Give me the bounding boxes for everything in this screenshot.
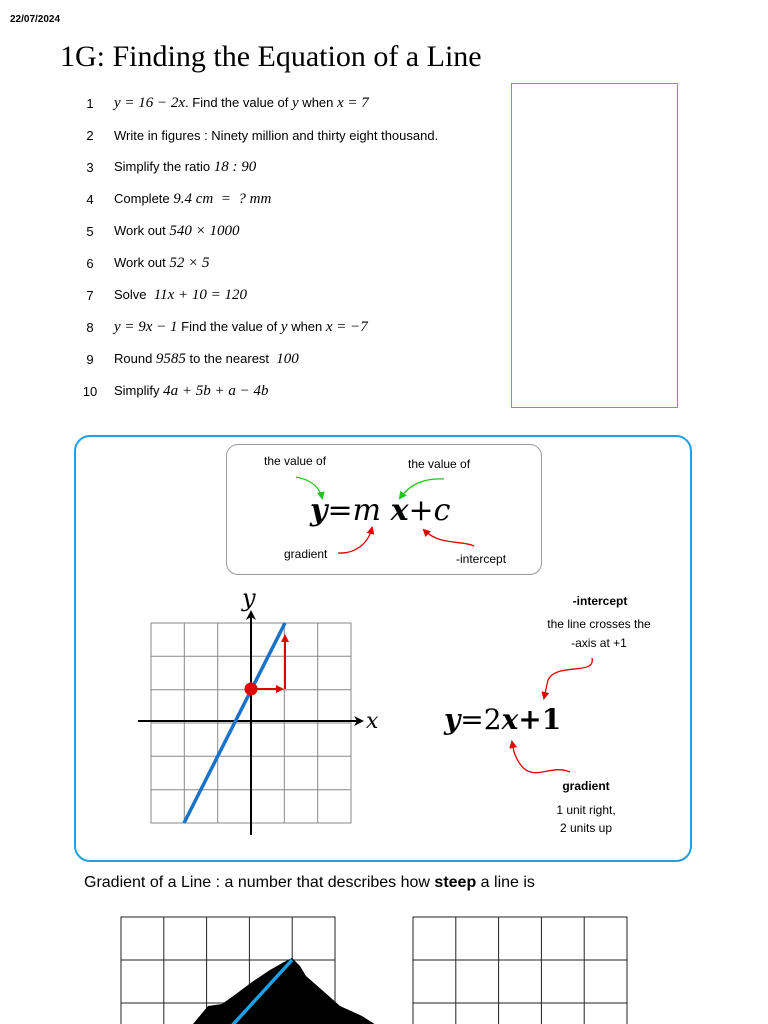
question-number: 9: [86, 351, 94, 367]
question-number: 5: [86, 223, 94, 239]
arrow-value-of-y: [296, 477, 322, 498]
arrow-value-of-x: [400, 479, 444, 498]
page-title: 1G: Finding the Equation of a Line: [60, 40, 482, 73]
math-expression: x = −7: [325, 318, 368, 335]
question-phrase: Find the value of: [177, 318, 281, 334]
intercept-title: -intercept: [572, 594, 628, 608]
ex-one: 1: [541, 703, 562, 736]
ex-equals: =: [460, 703, 484, 736]
ex-x: x: [501, 703, 519, 736]
question-phrase: Work out: [114, 222, 170, 238]
question-number: 2: [86, 127, 94, 143]
math-expression: 100: [276, 350, 299, 367]
eq-m: m: [352, 493, 382, 528]
math-expression: 9.4 cm = ? mm: [173, 190, 272, 207]
math-expression: y = 9x − 1: [114, 318, 178, 335]
question-phrase: Write in figures : Ninety million and thirty eight thousand.: [114, 127, 439, 143]
question-phrase: Simplify: [114, 382, 164, 398]
math-expression: y: [280, 318, 288, 335]
question-phrase: Simplify the ratio: [114, 158, 214, 174]
x-axis-label: x: [366, 709, 379, 734]
eq-x: x: [390, 493, 409, 528]
math-expression: 18 : 90: [213, 158, 257, 175]
math-expression: 9585: [155, 350, 186, 367]
intercept-desc-2: -axis at +1: [571, 636, 627, 650]
eq-c: c: [433, 493, 451, 528]
arrow-intercept: [424, 530, 474, 546]
question-number: 6: [86, 255, 94, 271]
question-phrase: Round: [114, 350, 156, 366]
math-expression: 4a + 5b + a − 4b: [163, 382, 269, 399]
date: 22/07/2024: [10, 14, 61, 25]
intercept-point: [245, 683, 258, 696]
arrow-gradient: [338, 528, 372, 553]
question-phrase: Work out: [114, 254, 170, 270]
gradient-desc-2: 2 units up: [559, 821, 613, 835]
ex-two: 2: [483, 703, 502, 736]
question-phrase: to the nearest: [185, 350, 277, 366]
gradient-def-emphasis: steep: [434, 874, 477, 891]
arrow-example-gradient: [512, 742, 570, 773]
label-value-of-x: the value of: [408, 457, 471, 471]
question-phrase: Solve: [114, 286, 154, 302]
arrow-example-intercept: [544, 658, 592, 698]
question-phrase: when: [287, 318, 326, 334]
eq-y: y: [310, 493, 328, 528]
eq-plus: +: [408, 493, 434, 528]
ex-plus: +: [518, 703, 542, 736]
math-expression: 52 × 5: [169, 254, 210, 271]
question-phrase: . Find the value of: [185, 94, 293, 110]
gradient-title: gradient: [562, 779, 610, 793]
math-expression: 540 × 1000: [169, 222, 240, 239]
question-number: 4: [86, 191, 94, 207]
ex-y: y: [444, 703, 461, 736]
label-value-of-y: the value of: [264, 454, 327, 468]
math-expression: y: [292, 94, 299, 111]
intercept-desc-1: the line crosses the: [547, 617, 651, 631]
math-expression: 11x + 10 = 120: [153, 286, 248, 303]
eq-equals: =: [327, 493, 353, 528]
y-axis-label: y: [242, 584, 256, 612]
question-number: 10: [82, 383, 98, 399]
question-number: 1: [86, 95, 94, 111]
question-number: 7: [86, 287, 94, 303]
question-number: 3: [86, 159, 94, 175]
gradient-desc-1: 1 unit right,: [556, 803, 616, 817]
question-phrase: Complete: [114, 190, 174, 206]
math-expression: x = 7: [337, 94, 369, 111]
question-number: 8: [86, 319, 94, 335]
gradient-def-suffix: a line is: [476, 874, 535, 891]
question-phrase: when: [298, 94, 337, 110]
bottom-grid-right: [413, 917, 627, 1024]
gradient-def-text: Gradient of a Line : a number that describes how: [84, 874, 435, 891]
label-gradient: gradient: [284, 547, 328, 561]
label-intercept: -intercept: [456, 552, 507, 566]
math-expression: y = 16 − 2x: [114, 94, 186, 111]
